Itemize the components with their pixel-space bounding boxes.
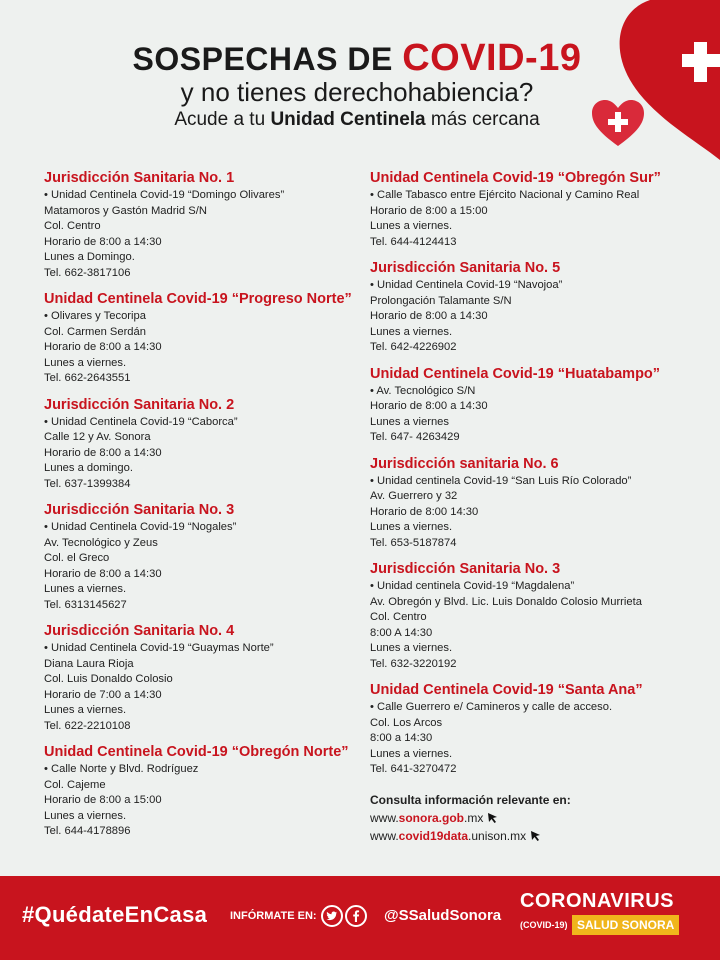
entry-line: Tel. 637-1399384 bbox=[44, 477, 131, 490]
link-post: .mx bbox=[464, 810, 484, 825]
entry-line: Matamoros y Gastón Madrid S/N bbox=[44, 204, 207, 217]
entry-line: Col. Centro bbox=[44, 220, 101, 232]
entry-line: Prolongación Talamante S/N bbox=[370, 294, 512, 307]
location-entry bbox=[44, 168, 364, 281]
tagline-post: más cercana bbox=[425, 109, 540, 130]
entry-line: Tel. 644-4124413 bbox=[370, 235, 457, 248]
twitter-icon[interactable] bbox=[321, 905, 343, 927]
entry-line: Diana Laura Rioja bbox=[44, 657, 134, 670]
entry-title: Jurisdicción Sanitaria No. 1 bbox=[44, 170, 235, 186]
entry-line: Lunes a viernes. bbox=[44, 704, 127, 716]
tagline bbox=[0, 107, 720, 133]
facebook-icon[interactable] bbox=[345, 905, 367, 927]
location-entry bbox=[44, 289, 364, 387]
consult-title: Consulta información relevante en: bbox=[370, 792, 571, 807]
location-entry bbox=[370, 559, 690, 672]
poster-header bbox=[0, 38, 720, 133]
entry-line: Tel. 642-4226902 bbox=[370, 341, 457, 353]
entry-line: Col. Carmen Serdán bbox=[44, 325, 146, 338]
tagline-pre: Acude a tu bbox=[174, 109, 271, 130]
location-entry bbox=[44, 395, 364, 493]
entry-title: Unidad Centinela Covid-19 “Obregón Norte” bbox=[44, 744, 349, 760]
entry-line: Horario de 8:00 a 14:30 bbox=[370, 310, 488, 322]
entry-line: • Calle Norte y Blvd. Rodríguez bbox=[44, 763, 199, 775]
location-entry bbox=[44, 742, 364, 840]
location-entry bbox=[370, 680, 690, 778]
location-entry bbox=[44, 621, 364, 734]
location-entry bbox=[370, 258, 690, 356]
coronavirus-label: CORONAVIRUS bbox=[520, 890, 675, 912]
link-pre: www. bbox=[370, 828, 399, 843]
headline-text: SOSPECHAS DE bbox=[132, 41, 403, 77]
right-column bbox=[370, 168, 690, 845]
entry-line: • Unidad centinela Covid-19 “Magdalena” bbox=[370, 580, 575, 592]
entry-line: Horario de 8:00 a 14:30 bbox=[44, 567, 162, 580]
entry-line: Horario de 8:00 a 14:30 bbox=[44, 341, 162, 353]
entry-line: Horario de 8:00 a 14:30 bbox=[44, 446, 162, 459]
entry-line: Col. el Greco bbox=[44, 552, 110, 564]
link-covid19data[interactable] bbox=[370, 827, 690, 845]
entry-line: • Unidad Centinela Covid-19 “Guaymas Norte” bbox=[44, 642, 274, 654]
entry-line: Tel. 662-3817106 bbox=[44, 266, 131, 279]
entry-line: • Unidad Centinela Covid-19 “Caborca” bbox=[44, 415, 238, 428]
entry-line: Lunes a viernes. bbox=[370, 521, 453, 533]
entry-line: Tel. 662-2643551 bbox=[44, 372, 131, 384]
entry-line: Col. Cajeme bbox=[44, 778, 106, 791]
cursor-icon bbox=[530, 830, 542, 842]
entry-line: Col. Luis Donaldo Colosio bbox=[44, 673, 173, 685]
left-column bbox=[44, 168, 364, 848]
entry-title: Jurisdicción Sanitaria No. 5 bbox=[370, 260, 561, 276]
entry-line: Lunes a viernes. bbox=[370, 325, 453, 338]
entry-line: Lunes a viernes. bbox=[370, 747, 453, 760]
entry-line: Lunes a viernes. bbox=[44, 583, 127, 595]
entry-line: Tel. 653-5187874 bbox=[370, 536, 457, 549]
entry-line: Lunes a viernes. bbox=[370, 642, 453, 654]
covid19-label: (COVID-19) bbox=[520, 920, 568, 930]
location-entry bbox=[370, 454, 690, 552]
entry-line: Lunes a viernes. bbox=[44, 809, 127, 822]
link-bold: covid19data bbox=[398, 828, 469, 843]
footer-bar bbox=[0, 876, 720, 960]
entry-line: • Unidad Centinela Covid-19 “Navojoa” bbox=[370, 279, 563, 291]
location-entry bbox=[370, 168, 690, 250]
entry-line: • Calle Tabasco entre Ejército Nacional y Camino Real bbox=[370, 189, 640, 201]
entry-line: Tel. 6313145627 bbox=[44, 598, 127, 611]
entry-line: Lunes a viernes. bbox=[44, 356, 127, 369]
entry-line: Lunes a viernes bbox=[370, 415, 449, 428]
entry-line: Horario de 8:00 14:30 bbox=[370, 505, 479, 518]
entry-title: Unidad Centinela Covid-19 “Huatabampo” bbox=[370, 365, 661, 382]
cursor-icon bbox=[487, 812, 499, 824]
headline-covid: COVID-19 bbox=[402, 37, 582, 79]
entry-line: Av. Obregón y Blvd. Lic. Luis Donaldo Colosio Murrieta bbox=[370, 595, 642, 608]
entry-line: Tel. 622-2210108 bbox=[44, 719, 131, 732]
informate-label: INFÓRMATE EN: bbox=[230, 910, 317, 922]
entry-line: • Olivares y Tecoripa bbox=[44, 310, 146, 322]
entry-title: Jurisdicción sanitaria No. 6 bbox=[370, 455, 559, 472]
consult-block bbox=[370, 792, 690, 845]
location-entry bbox=[370, 364, 690, 446]
entry-title: Unidad Centinela Covid-19 “Obregón Sur” bbox=[370, 170, 661, 186]
entry-title: Jurisdicción Sanitaria No. 4 bbox=[44, 623, 235, 639]
entry-line: Lunes a Domingo. bbox=[44, 251, 135, 263]
entry-line: 8:00 A 14:30 bbox=[370, 626, 433, 639]
entry-line: Tel. 644-4178896 bbox=[44, 825, 131, 837]
entry-line: • Calle Guerrero e/ Camineros y calle de acceso. bbox=[370, 701, 613, 713]
salud-sonora-badge: SALUD SONORA bbox=[572, 915, 679, 935]
entry-line: • Unidad Centinela Covid-19 “Nogales” bbox=[44, 521, 237, 533]
entry-line: Lunes a domingo. bbox=[44, 462, 133, 474]
entry-line: Lunes a viernes. bbox=[370, 220, 453, 232]
entry-line: Horario de 8:00 a 14:30 bbox=[370, 400, 488, 412]
entry-line: Col. Los Arcos bbox=[370, 716, 443, 729]
hashtag: #QuédateEnCasa bbox=[22, 902, 208, 927]
link-pre: www. bbox=[370, 810, 399, 825]
link-bold: sonora.gob bbox=[398, 810, 465, 825]
entry-title: Jurisdicción Sanitaria No. 3 bbox=[370, 561, 561, 577]
link-sonora[interactable] bbox=[370, 809, 690, 827]
entry-title: Unidad Centinela Covid-19 “Progreso Norte” bbox=[44, 291, 352, 307]
tagline-bold: Unidad Centinela bbox=[270, 109, 426, 130]
entry-line: Calle 12 y Av. Sonora bbox=[44, 431, 151, 443]
entry-line: Tel. 641-3270472 bbox=[370, 763, 457, 775]
entry-line: Horario de 8:00 a 15:00 bbox=[370, 204, 488, 217]
entry-line: Tel. 647- 4263429 bbox=[370, 431, 460, 443]
entry-line: • Unidad Centinela Covid-19 “Domingo Olivares” bbox=[44, 189, 285, 201]
entry-line: Tel. 632-3220192 bbox=[370, 657, 457, 670]
entry-line: Horario de 7:00 a 14:30 bbox=[44, 688, 162, 701]
headline bbox=[0, 38, 720, 79]
entry-title: Jurisdicción Sanitaria No. 2 bbox=[44, 396, 235, 413]
location-entry bbox=[44, 500, 364, 613]
entry-line: Av. Tecnológico y Zeus bbox=[44, 536, 158, 549]
subheadline: y no tienes derechohabiencia? bbox=[180, 77, 534, 107]
entry-line: Horario de 8:00 a 15:00 bbox=[44, 794, 162, 806]
link-post: .unison.mx bbox=[468, 828, 527, 843]
entry-line: Horario de 8:00 a 14:30 bbox=[44, 235, 162, 248]
entry-title: Unidad Centinela Covid-19 “Santa Ana” bbox=[370, 682, 643, 698]
entry-line: 8:00 a 14:30 bbox=[370, 732, 433, 744]
entry-line: • Unidad centinela Covid-19 “San Luis Río Colorado” bbox=[370, 474, 632, 487]
social-handle[interactable]: @SSaludSonora bbox=[384, 907, 502, 924]
entry-line: Col. Centro bbox=[370, 611, 427, 623]
entry-title: Jurisdicción Sanitaria No. 3 bbox=[44, 502, 235, 518]
entry-line: Av. Guerrero y 32 bbox=[370, 490, 458, 502]
entry-line: • Av. Tecnológico S/N bbox=[370, 384, 476, 397]
